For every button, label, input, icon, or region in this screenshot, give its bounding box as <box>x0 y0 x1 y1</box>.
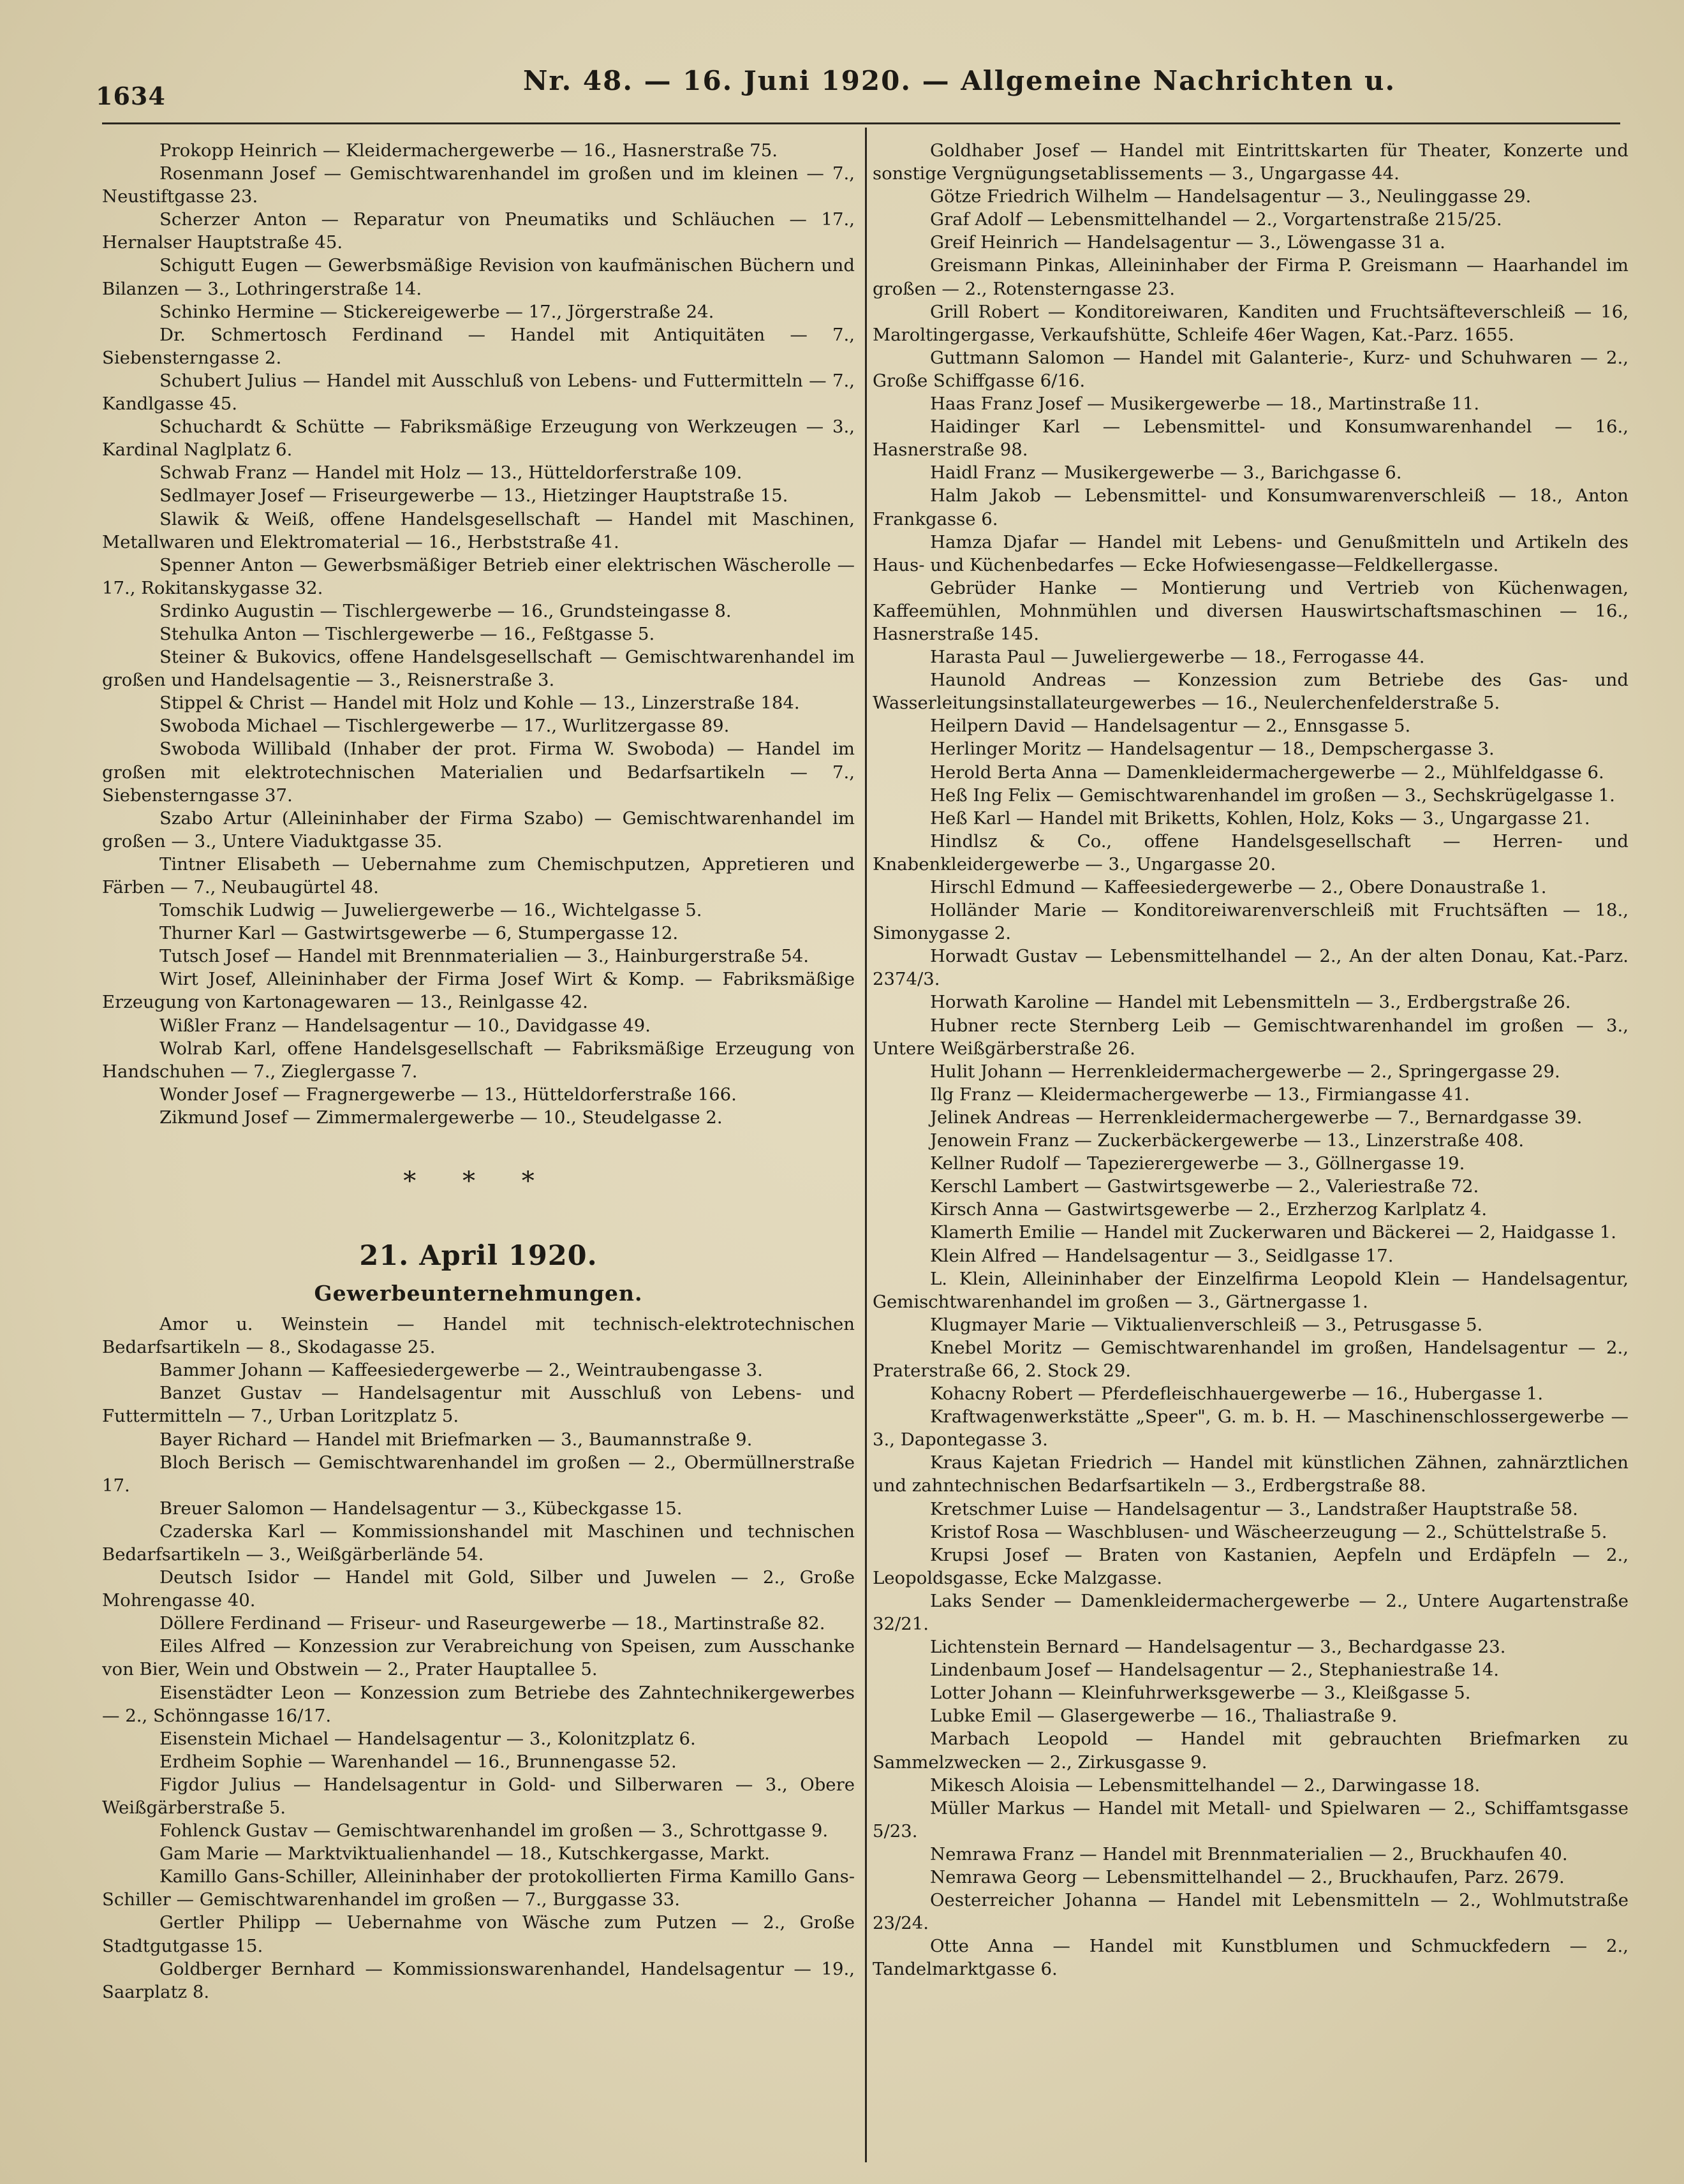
list-item: Gebrüder Hanke — Montierung und Vertrieb von Küchenwagen, Kaffeemühlen, Mohnmühlen und diversen Hauswirtschaftsmaschinen — 16., Hasnerstraße 145. <box>873 577 1629 644</box>
list-item: Ilg Franz — Kleidermachergewerbe — 13., Firmiangasse 41. <box>930 1084 1470 1105</box>
list-item: Schinko Hermine — Stickereigewerbe — 17., Jörgerstraße 24. <box>159 301 714 322</box>
left-column <box>102 139 855 2003</box>
list-item: Nemrawa Franz — Handel mit Brennmaterialien — 2., Bruckhaufen 40. <box>930 1843 1568 1864</box>
list-item: Laks Sender — Damenkleidermachergewerbe — 2., Untere Augartenstraße 32/21. <box>873 1590 1629 1634</box>
right-entries <box>873 139 1629 1981</box>
list-item: Gam Marie — Marktviktualienhandel — 18., Kutschkergasse, Markt. <box>159 1843 770 1864</box>
list-item: Hulit Johann — Herrenkleidermachergewerbe — 2., Springergasse 29. <box>930 1061 1560 1082</box>
list-item: Halm Jakob — Lebensmittel- und Konsumwarenverschleiß — 18., Anton Frankgasse 6. <box>873 485 1629 529</box>
list-item: Jenowein Franz — Zuckerbäckergewerbe — 13., Linzerstraße 408. <box>930 1130 1525 1151</box>
list-item: Kraftwagenwerkstätte „Speer", G. m. b. H. — Maschinenschlossergewerbe — 3., Dapontegasse 3. <box>873 1406 1629 1450</box>
list-item: Greif Heinrich — Handelsagentur — 3., Löwengasse 31 a. <box>930 232 1445 253</box>
list-item: Kerschl Lambert — Gastwirtsgewerbe — 2., Valeriestraße 72. <box>930 1176 1479 1197</box>
list-item: Kamillo Gans-Schiller, Alleininhaber der protokollierten Firma Kamillo Gans-Schiller — Gemischtwarenhandel im großen — 7., Burggasse 33. <box>102 1866 855 1910</box>
list-item: Eisenstädter Leon — Konzession zum Betriebe des Zahntechnikergewerbes — 2., Schönngasse 16/17. <box>102 1682 855 1726</box>
list-item: Prokopp Heinrich — Kleidermachergewerbe — 16., Hasnerstraße 75. <box>159 140 778 161</box>
list-item: Oesterreicher Johanna — Handel mit Lebensmitteln — 2., Wohlmutstraße 23/24. <box>873 1890 1629 1934</box>
list-item: Klamerth Emilie — Handel mit Zuckerwaren und Bäckerei — 2, Haidgasse 1. <box>930 1222 1616 1243</box>
list-item: Erdheim Sophie — Warenhandel — 16., Brunnengasse 52. <box>159 1751 677 1772</box>
list-item: Schubert Julius — Handel mit Ausschluß von Lebens- und Futtermitteln — 7., Kandlgasse 45. <box>102 370 855 415</box>
section-title: 21. April 1920. <box>359 1240 598 1273</box>
list-item: Swoboda Michael — Tischlergewerbe — 17., Wurlitzergasse 89. <box>159 716 730 737</box>
list-item: Nemrawa Georg — Lebensmittelhandel — 2., Bruckhaufen, Parz. 2679. <box>930 1867 1565 1888</box>
list-item: Kristof Rosa — Waschblusen- und Wäscheerzeugung — 2., Schüttelstraße 5. <box>930 1521 1607 1542</box>
list-item: Döllere Ferdinand — Friseur- und Raseurgewerbe — 18., Martinstraße 82. <box>159 1613 825 1634</box>
list-item: Klugmayer Marie — Viktualienverschleiß — 3., Petrusgasse 5. <box>930 1314 1483 1335</box>
list-item: Götze Friedrich Wilhelm — Handelsagentur — 3., Neulinggasse 29. <box>930 186 1532 207</box>
list-item: Kraus Kajetan Friedrich — Handel mit künstlichen Zähnen, zahnärztlichen und zahntechnischen Bedarfsartikeln — 3., Erdbergstraße 88. <box>873 1452 1629 1496</box>
list-item: Hindlsz & Co., offene Handelsgesellschaft — Herren- und Knabenkleidergewerbe — 3., Ungargasse 20. <box>873 830 1629 874</box>
list-item: Schigutt Eugen — Gewerbsmäßige Revision von kaufmänischen Büchern und Bilanzen — 3., Lothringerstraße 14. <box>102 255 855 299</box>
list-item: Horwath Karoline — Handel mit Lebensmitteln — 3., Erdbergstraße 26. <box>930 992 1571 1013</box>
list-item: Heß Karl — Handel mit Briketts, Kohlen, Holz, Koks — 3., Ungargasse 21. <box>930 808 1590 829</box>
list-item: Slawik & Weiß, offene Handelsgesellschaft — Handel mit Maschinen, Metallwaren und Elektromaterial — 16., Herbststraße 41. <box>102 508 855 552</box>
list-item: Fohlenck Gustav — Gemischtwarenhandel im großen — 3., Schrottgasse 9. <box>159 1820 829 1841</box>
list-item: Scherzer Anton — Reparatur von Pneumatiks und Schläuchen — 17., Hernalser Hauptstraße 45. <box>102 209 855 253</box>
separator-dots: * * * <box>403 1167 554 1197</box>
list-item: Breuer Salomon — Handelsagentur — 3., Kübeckgasse 15. <box>159 1498 683 1519</box>
list-item: Tintner Elisabeth — Uebernahme zum Chemischputzen, Appretieren und Färben — 7., Neubaugürtel 48. <box>102 853 855 897</box>
list-item: Horwadt Gustav — Lebensmittelhandel — 2., An der alten Donau, Kat.-Parz. 2374/3. <box>873 946 1629 990</box>
list-item: L. Klein, Alleininhaber der Einzelfirma Leopold Klein — Handelsagentur, Gemischtwarenhandel im großen — 3., Gärtnergasse 1. <box>873 1268 1629 1312</box>
running-head: Nr. 48. — 16. Juni 1920. — Allgemeine Nachrichten u. <box>523 65 1396 96</box>
list-item: Eisenstein Michael — Handelsagentur — 3., Kolonitzplatz 6. <box>159 1728 696 1749</box>
list-item: Herold Berta Anna — Damenkleidermachergewerbe — 2., Mühlfeldgasse 6. <box>930 762 1604 783</box>
list-item: Haas Franz Josef — Musikergewerbe — 18., Martinstraße 11. <box>930 394 1480 415</box>
list-item: Guttmann Salomon — Handel mit Galanterie-, Kurz- und Schuhwaren — 2., Große Schiffgasse 6/16. <box>873 347 1629 391</box>
list-item: Swoboda Willibald (Inhaber der prot. Firma W. Swoboda) — Handel im großen mit elektrotechnischen Materialien und Bedarfsartikeln — 7., Siebensterngasse 37. <box>102 739 855 806</box>
column-divider <box>865 128 867 2162</box>
list-item: Lotter Johann — Kleinfuhrwerksgewerbe — 3., Kleißgasse 5. <box>930 1683 1471 1704</box>
list-item: Eiles Alfred — Konzession zur Verabreichung von Speisen, zum Ausschanke von Bier, Wein und Obstwein — 2., Prater Hauptallee 5. <box>102 1636 855 1680</box>
list-item: Srdinko Augustin — Tischlergewerbe — 16., Grundsteingasse 8. <box>159 600 732 621</box>
list-item: Figdor Julius — Handelsagentur in Gold- und Silberwaren — 3., Obere Weißgärberstraße 5. <box>102 1774 855 1818</box>
list-item: Banzet Gustav — Handelsagentur mit Ausschluß von Lebens- und Futtermitteln — 7., Urban Loritzplatz 5. <box>102 1383 855 1427</box>
list-item: Thurner Karl — Gastwirtsgewerbe — 6, Stumpergasse 12. <box>159 923 679 944</box>
list-item: Greismann Pinkas, Alleininhaber der Firma P. Greismann — Haarhandel im großen — 2., Rotensterngasse 23. <box>873 255 1629 299</box>
list-item: Kretschmer Luise — Handelsagentur — 3., Landstraßer Hauptstraße 58. <box>930 1498 1578 1519</box>
list-item: Kirsch Anna — Gastwirtsgewerbe — 2., Erzherzog Karlplatz 4. <box>930 1199 1488 1220</box>
list-item: Marbach Leopold — Handel mit gebrauchten Briefmarken zu Sammelzwecken — 2., Zirkusgasse 9. <box>873 1729 1629 1773</box>
list-item: Herlinger Moritz — Handelsagentur — 18., Dempschergasse 3. <box>930 739 1495 760</box>
list-item: Goldberger Bernhard — Kommissionswarenhandel, Handelsagentur — 19., Saarplatz 8. <box>102 1958 855 2002</box>
left-entries-bottom <box>102 1313 855 2003</box>
list-item: Bloch Berisch — Gemischtwarenhandel im großen — 2., Obermüllnerstraße 17. <box>102 1452 855 1496</box>
list-item: Schuchardt & Schütte — Fabriksmäßige Erzeugung von Werkzeugen — 3., Kardinal Naglplatz 6. <box>102 417 855 461</box>
list-item: Steiner & Bukovics, offene Handelsgesellschaft — Gemischtwarenhandel im großen und Handelsagentie — 3., Reisnerstraße 3. <box>102 647 855 691</box>
list-item: Heß Ing Felix — Gemischtwarenhandel im großen — 3., Sechskrügelgasse 1. <box>930 785 1615 806</box>
list-item: Hirschl Edmund — Kaffeesiedergewerbe — 2., Obere Donaustraße 1. <box>930 877 1547 897</box>
list-item: Graf Adolf — Lebensmittelhandel — 2., Vorgartenstraße 215/25. <box>930 209 1502 230</box>
list-item: Haidinger Karl — Lebensmittel- und Konsumwarenhandel — 16., Hasnerstraße 98. <box>873 417 1629 461</box>
list-item: Wirt Josef, Alleininhaber der Firma Josef Wirt & Komp. — Fabriksmäßige Erzeugung von Kartonagewaren — 13., Reinlgasse 42. <box>102 969 855 1013</box>
list-item: Kellner Rudolf — Tapezierergewerbe — 3., Göllnergasse 19. <box>930 1153 1465 1174</box>
list-item: Hubner recte Sternberg Leib — Gemischtwarenhandel im großen — 3., Untere Weißgärberstraße 26. <box>873 1015 1629 1059</box>
list-item: Lindenbaum Josef — Handelsagentur — 2., Stephaniestraße 14. <box>930 1660 1499 1681</box>
list-item: Grill Robert — Konditoreiwaren, Kanditen und Fruchtsäfteverschleiß — 16, Maroltingergasse, Verkaufshütte, Schleife 46er Wagen, Kat.-Parz. 1655. <box>873 301 1629 345</box>
list-item: Knebel Moritz — Gemischtwarenhandel im großen, Handelsagentur — 2., Praterstraße 66, 2. Stock 29. <box>873 1337 1629 1381</box>
list-item: Zikmund Josef — Zimmermalergewerbe — 10., Steudelgasse 2. <box>159 1107 723 1128</box>
list-item: Jelinek Andreas — Herrenkleidermachergewerbe — 7., Bernardgasse 39. <box>930 1107 1583 1128</box>
list-item: Wolrab Karl, offene Handelsgesellschaft — Fabriksmäßige Erzeugung von Handschuhen — 7., Zieglergasse 7. <box>102 1038 855 1082</box>
page-number: 1634 <box>96 82 166 110</box>
list-item: Deutsch Isidor — Handel mit Gold, Silber und Juwelen — 2., Große Mohrengasse 40. <box>102 1567 855 1611</box>
list-item: Gertler Philipp — Uebernahme von Wäsche zum Putzen — 2., Große Stadtgutgasse 15. <box>102 1912 855 1956</box>
list-item: Stippel & Christ — Handel mit Holz und Kohle — 13., Linzerstraße 184. <box>159 693 800 714</box>
list-item: Schwab Franz — Handel mit Holz — 13., Hütteldorferstraße 109. <box>159 462 742 483</box>
header-rule <box>102 122 1620 124</box>
list-item: Tomschik Ludwig — Juweliergewerbe — 16., Wichtelgasse 5. <box>159 900 702 921</box>
list-item: Goldhaber Josef — Handel mit Eintrittskarten für Theater, Konzerte und sonstige Vergnügungsetablissements — 3., Ungargasse 44. <box>873 140 1629 184</box>
list-item: Mikesch Aloisia — Lebensmittelhandel — 2., Darwingasse 18. <box>930 1774 1481 1796</box>
list-item: Krupsi Josef — Braten von Kastanien, Aepfeln und Erdäpfeln — 2., Leopoldsgasse, Ecke Malzgasse. <box>873 1544 1629 1588</box>
list-item: Lubke Emil — Glasergewerbe — 16., Thaliastraße 9. <box>930 1706 1398 1727</box>
list-item: Stehulka Anton — Tischlergewerbe — 16., Feßtgasse 5. <box>159 623 655 644</box>
list-item: Amor u. Weinstein — Handel mit technisch-elektrotechnischen Bedarfsartikeln — 8., Skodagasse 25. <box>102 1314 855 1358</box>
list-item: Haidl Franz — Musikergewerbe — 3., Barichgasse 6. <box>930 462 1402 483</box>
list-item: Haunold Andreas — Konzession zum Betriebe des Gas- und Wasserleitungsinstallateurgewerbes — 16., Neulerchenfelderstraße 5. <box>873 670 1629 714</box>
list-item: Dr. Schmertosch Ferdinand — Handel mit Antiquitäten — 7., Siebensterngasse 2. <box>102 324 855 368</box>
list-item: Wonder Josef — Fragnergewerbe — 13., Hütteldorferstraße 166. <box>159 1084 737 1105</box>
list-item: Heilpern David — Handelsagentur — 2., Ennsgasse 5. <box>930 716 1411 737</box>
left-entries-top <box>102 139 855 1129</box>
list-item: Klein Alfred — Handelsagentur — 3., Seidlgasse 17. <box>930 1245 1394 1266</box>
list-item: Holländer Marie — Konditoreiwarenverschleiß mit Fruchtsäften — 18., Simonygasse 2. <box>873 900 1629 944</box>
list-item: Hamza Djafar — Handel mit Lebens- und Genußmitteln und Artikeln des Haus- und Küchenbedarfes — Ecke Hofwiesengasse—Feldkellergasse. <box>873 531 1629 575</box>
list-item: Bayer Richard — Handel mit Briefmarken — 3., Baumannstraße 9. <box>159 1429 753 1450</box>
list-item: Spenner Anton — Gewerbsmäßiger Betrieb einer elektrischen Wäscherolle — 17., Rokitanskygasse 32. <box>102 554 855 598</box>
list-item: Müller Markus — Handel mit Metall- und Spielwaren — 2., Schiffamtsgasse 5/23. <box>873 1797 1629 1841</box>
list-item: Harasta Paul — Juweliergewerbe — 18., Ferrogasse 44. <box>930 647 1425 668</box>
list-item: Tutsch Josef — Handel mit Brennmaterialien — 3., Hainburgerstraße 54. <box>159 946 809 967</box>
list-item: Szabo Artur (Alleininhaber der Firma Szabo) — Gemischtwarenhandel im großen — 3., Untere Viaduktgasse 35. <box>102 808 855 852</box>
list-item: Sedlmayer Josef — Friseurgewerbe — 13., Hietzinger Hauptstraße 15. <box>159 485 788 506</box>
right-column <box>873 139 1629 1981</box>
list-item: Otte Anna — Handel mit Kunstblumen und Schmuckfedern — 2., Tandelmarktgasse 6. <box>873 1936 1629 1980</box>
list-item: Wißler Franz — Handelsagentur — 10., Davidgasse 49. <box>159 1015 651 1036</box>
list-item: Rosenmann Josef — Gemischtwarenhandel im großen und im kleinen — 7., Neustiftgasse 23. <box>102 163 855 207</box>
list-item: Bammer Johann — Kaffeesiedergewerbe — 2., Weintraubengasse 3. <box>159 1360 763 1381</box>
list-item: Lichtenstein Bernard — Handelsagentur — 3., Bechardgasse 23. <box>930 1637 1506 1658</box>
section-subtitle: Gewerbeunternehmungen. <box>314 1281 643 1306</box>
list-item: Czaderska Karl — Kommissionshandel mit Maschinen und technischen Bedarfsartikeln — 3., Weißgärberlände 54. <box>102 1521 855 1565</box>
list-item: Kohacny Robert — Pferdefleischhauergewerbe — 16., Hubergasse 1. <box>930 1383 1544 1405</box>
